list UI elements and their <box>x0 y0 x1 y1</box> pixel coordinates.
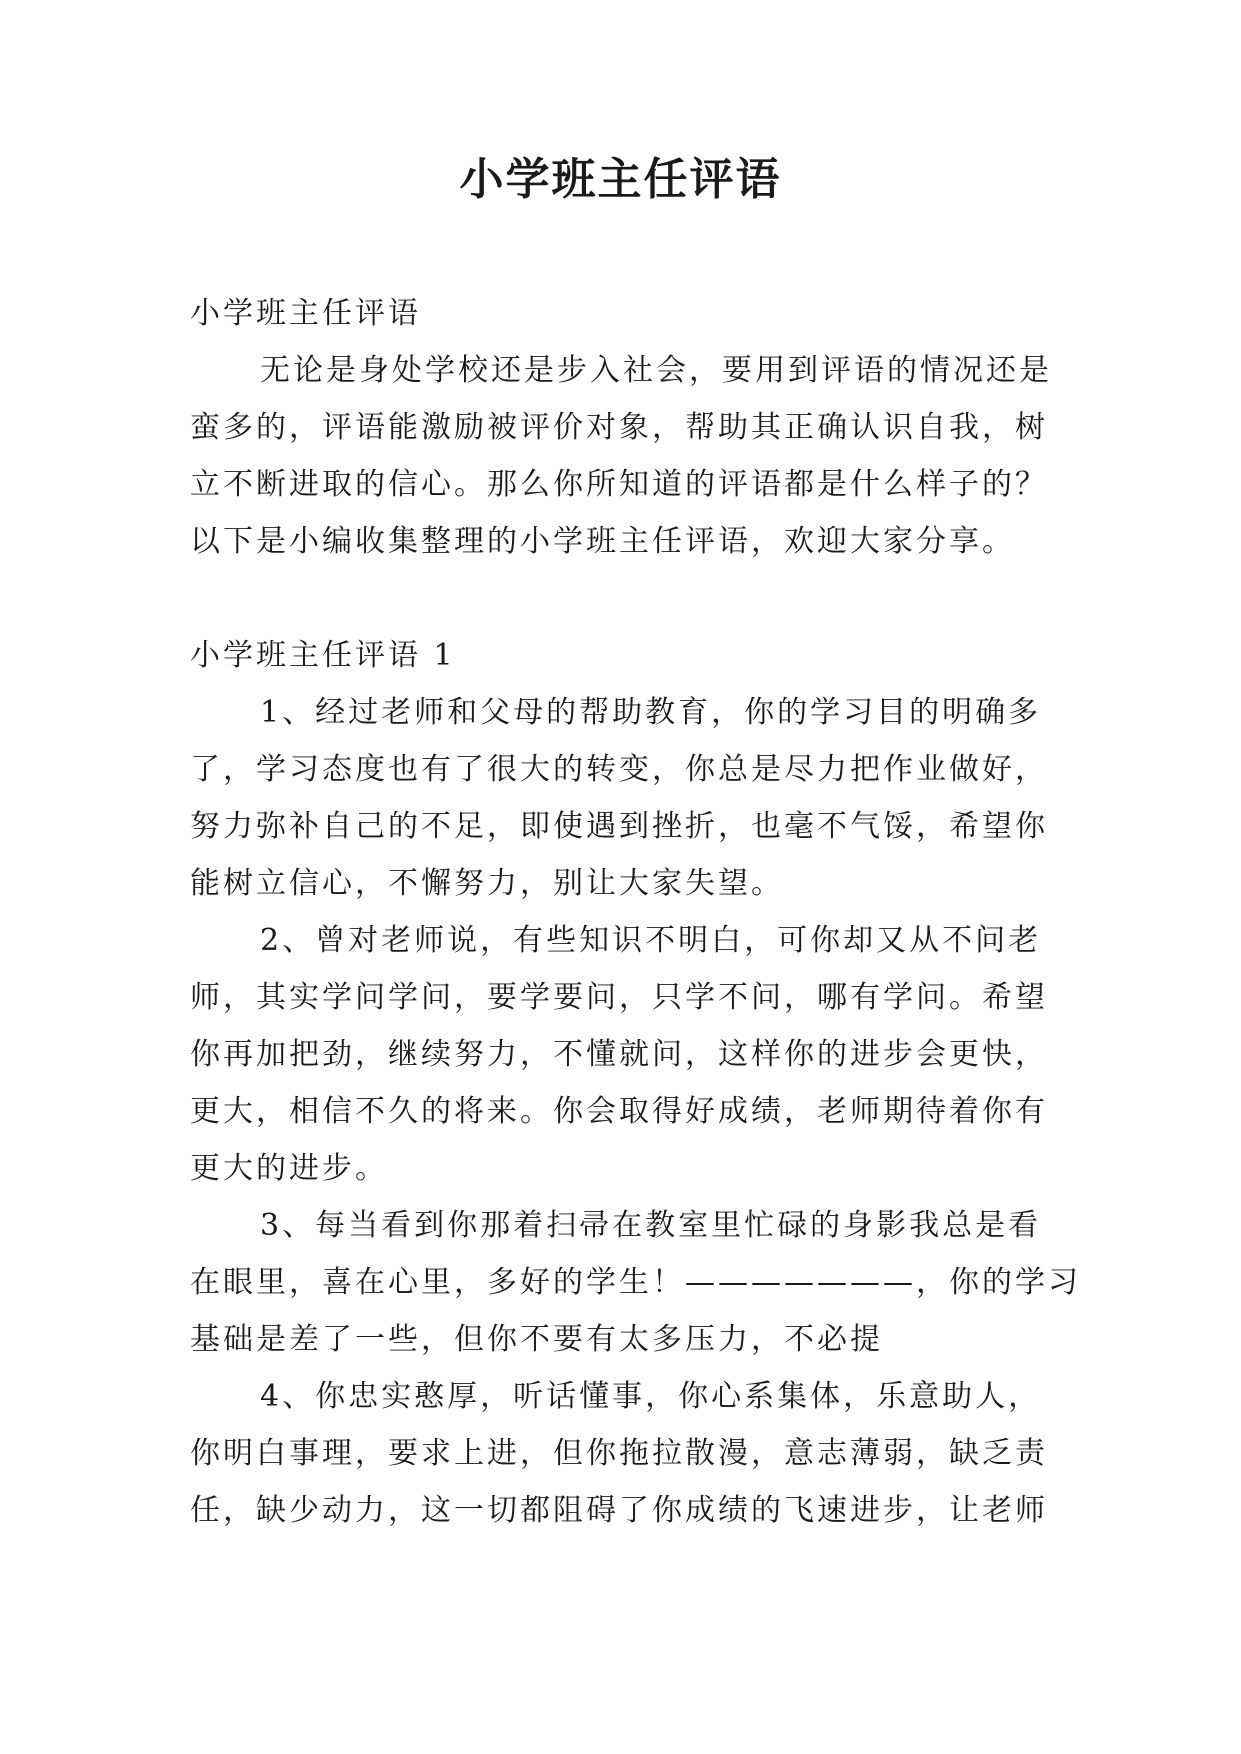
comment-line: 基础是差了一些，但你不要有太多压力，不必提 <box>190 1322 883 1357</box>
document-body <box>190 285 1081 1539</box>
comment-item-1 <box>190 684 1056 912</box>
section-heading: 小学班主任评语 1 <box>190 638 456 673</box>
comment-line: 师，其实学问学问，要学要问，只学不问，哪有学问。希望 <box>190 980 1048 1015</box>
comment-line: 能树立信心，不懈努力，别让大家失望。 <box>190 866 784 901</box>
comment-line: 3、每当看到你那着扫帚在教室里忙碌的身影我总是看 <box>260 1208 1042 1243</box>
comment-line: 努力弥补自己的不足，即使遇到挫折，也毫不气馁，希望你 <box>190 809 1048 844</box>
comment-line: 你明白事理，要求上进，但你拖拉散漫，意志薄弱，缺乏责 <box>190 1436 1048 1471</box>
comment-line: 1、经过老师和父母的帮助教育，你的学习目的明确多 <box>260 695 1042 730</box>
subtitle: 小学班主任评语 <box>190 296 421 331</box>
intro-line: 以下是小编收集整理的小学班主任评语，欢迎大家分享。 <box>190 524 1015 559</box>
comment-line: 2、曾对老师说，有些知识不明白，可你却又从不问老 <box>260 923 1042 958</box>
comment-line: 4、你忠实憨厚，听话懂事，你心系集体，乐意助人， <box>260 1379 1042 1414</box>
intro-line: 蛮多的，评语能激励被评价对象，帮助其正确认识自我，树 <box>190 410 1048 445</box>
comment-line: 任，缺少动力，这一切都阻碍了你成绩的飞速进步，让老师 <box>190 1493 1048 1528</box>
comment-line: 更大的进步。 <box>190 1151 388 1186</box>
document-title: 小学班主任评语 <box>459 154 782 205</box>
comment-line: 了，学习态度也有了很大的转变，你总是尽力把作业做好， <box>190 752 1048 787</box>
intro-paragraph <box>190 342 1056 570</box>
comment-item-4 <box>190 1368 1056 1539</box>
comment-line: 你再加把劲，继续努力，不懂就问，这样你的进步会更快， <box>190 1037 1048 1072</box>
comment-item-3 <box>190 1197 1081 1368</box>
intro-line: 无论是身处学校还是步入社会，要用到评语的情况还是 <box>260 353 1052 388</box>
comment-item-2 <box>190 912 1056 1197</box>
comment-line: 在眼里，喜在心里，多好的学生！———————，你的学习 <box>190 1265 1081 1300</box>
intro-line: 立不断进取的信心。那么你所知道的评语都是什么样子的？ <box>190 467 1048 502</box>
comment-line: 更大，相信不久的将来。你会取得好成绩，老师期待着你有 <box>190 1094 1048 1129</box>
paragraph-spacer <box>190 570 1056 627</box>
